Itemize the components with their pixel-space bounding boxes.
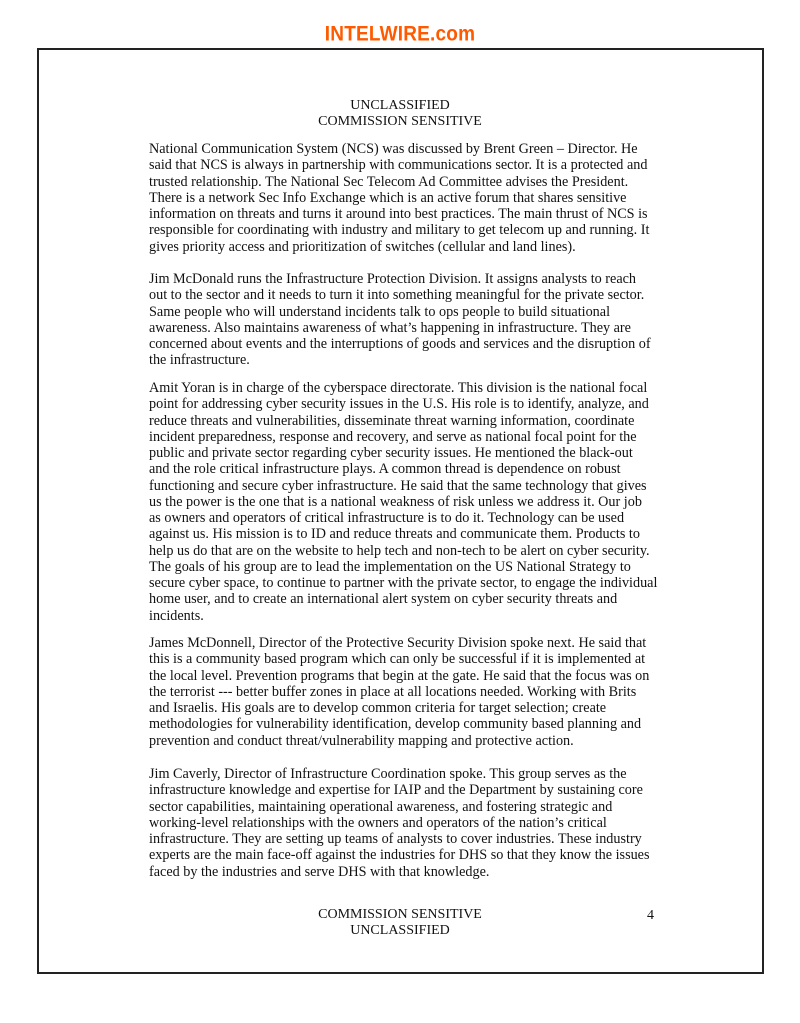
page-number: 4: [647, 908, 654, 923]
text-line: faced by the industries and serve DHS with that knowledge.: [149, 863, 490, 880]
classification-header: [0, 98, 800, 130]
paragraph: [149, 635, 669, 749]
text-line: gives priority access and prioritization of switches (cellular and land lines).: [149, 238, 576, 255]
text-line: Same people who will understand incidents talk to ops people to build situational: [149, 303, 611, 320]
text-line: the local level. Prevention programs that begin at the gate. He said that the focus was on: [149, 667, 650, 684]
text-line: James McDonnell, Director of the Protective Security Division spoke next. He said that: [149, 635, 647, 651]
text-line: incidents.: [149, 607, 204, 624]
page-border-bottom: [37, 972, 764, 974]
page-border-right: [762, 48, 764, 974]
page-border-left: [37, 48, 39, 974]
text-line: awareness. Also maintains awareness of what’s happening in infrastructure. They are: [149, 319, 631, 336]
paragraph: [149, 271, 669, 369]
text-line: secure cyber space, to continue to partner with the private sector, to engage the individual: [149, 575, 658, 591]
text-line: home user, and to create an international alert system on cyber security threats and: [149, 591, 618, 608]
page-border-top: [37, 48, 764, 50]
text-line: infrastructure. They are setting up teams of analysts to cover industries. These industry: [149, 831, 642, 847]
text-line: trusted relationship. The National Sec Telecom Ad Committee advises the President.: [149, 173, 629, 190]
sensitivity-line: COMMISSION SENSITIVE: [318, 907, 482, 922]
text-line: The goals of his group are to lead the implementation on the US National Strategy to: [149, 558, 631, 575]
text-line: the terrorist --- better buffer zones in place at all locations needed. Working with Brits: [149, 683, 637, 700]
classification-line: UNCLASSIFIED: [350, 923, 450, 938]
text-line: help us do that are on the website to help tech and non-tech to be alert on cyber security.: [149, 542, 650, 559]
text-line: as owners and operators of critical infrastructure is to do it. Technology can be used: [149, 510, 625, 526]
text-line: experts are the main face-off against the industries for DHS so that they know the issues: [149, 847, 650, 864]
paragraph: [149, 141, 669, 255]
text-line: this is a community based program which can only be successful if it is implemented at: [149, 651, 646, 668]
text-line: the infrastructure.: [149, 352, 250, 369]
text-line: reduce threats and vulnerabilities, disseminate threat warning information, coordinate: [149, 412, 635, 429]
text-line: National Communication System (NCS) was discussed by Brent Green – Director. He: [149, 141, 638, 157]
text-line: us the power is the one that is a national weakness of risk unless we address it. Our job: [149, 493, 642, 510]
text-line: working-level relationships with the owners and operators of the nation’s critical: [149, 814, 607, 831]
intelwire-watermark: INTELWIRE.com: [324, 22, 476, 46]
text-line: against us. His mission is to ID and reduce threats and communicate them. Products to: [149, 526, 640, 543]
text-line: methodologies for vulnerability identification, develop community based planning and: [149, 716, 642, 733]
paragraph: [149, 766, 669, 880]
classification-footer: [0, 907, 800, 939]
text-line: responsible for coordinating with industry and military to get telecom up and running. It: [149, 222, 650, 239]
classification-line: UNCLASSIFIED: [350, 98, 450, 113]
text-line: concerned about events and the interruptions of goods and services and the disruption of: [149, 336, 651, 352]
text-line: There is a network Sec Info Exchange which is an active forum that shares sensitive: [149, 189, 627, 206]
text-line: and Israelis. His goals are to develop common criteria for target selection; create: [149, 700, 607, 716]
text-line: incident preparedness, response and recovery, and serve as national focal point for the: [149, 428, 637, 445]
text-line: out to the sector and it needs to turn it into something meaningful for the private sector.: [149, 287, 645, 304]
text-line: public and private sector regarding cyber security issues. He mentioned the black-out: [149, 445, 633, 461]
sensitivity-line: COMMISSION SENSITIVE: [318, 114, 482, 129]
text-line: Amit Yoran is in charge of the cyberspace directorate. This division is the national focal: [149, 380, 648, 396]
text-line: sector capabilities, maintaining operational awareness, and fostering strategic and: [149, 798, 613, 815]
text-line: infrastructure knowledge and expertise for IAIP and the Department by sustaining core: [149, 782, 643, 799]
text-line: Jim Caverly, Director of Infrastructure Coordination spoke. This group serves as the: [149, 766, 627, 782]
text-line: point for addressing cyber security issues in the U.S. His role is to identify, analyze, and: [149, 396, 649, 413]
paragraph: [149, 380, 669, 624]
text-line: prevention and conduct threat/vulnerability mapping and protective action.: [149, 732, 574, 749]
text-line: said that NCS is always in partnership with communications sector. It is a protected and: [149, 157, 648, 174]
text-line: information on threats and turns it around into best practices. The main thrust of NCS is: [149, 206, 648, 222]
text-line: and the role critical infrastructure plays. A common thread is dependence on robust: [149, 461, 621, 478]
text-line: Jim McDonald runs the Infrastructure Protection Division. It assigns analysts to reach: [149, 271, 637, 287]
text-line: functioning and secure cyber infrastructure. He said that the same technology that gives: [149, 477, 647, 494]
